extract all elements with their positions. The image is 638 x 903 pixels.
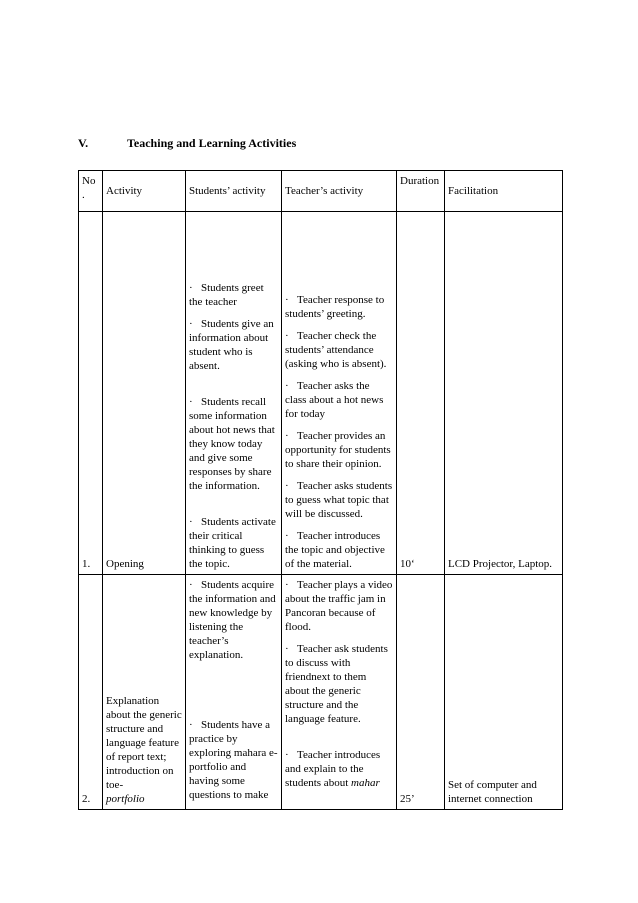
row-teacher-activity	[282, 212, 397, 575]
header-activity: Activity	[103, 171, 186, 212]
section-title: Teaching and Learning Activities	[127, 136, 297, 150]
table-row	[79, 212, 563, 575]
header-facilitation: Facilitation	[445, 171, 563, 212]
list-item: · Students activate their critical thinking to guess the topic.	[189, 516, 276, 570]
list-item: · Teacher introduces the topic and objective of the material.	[285, 530, 385, 570]
list-item: · Teacher asks students to guess what topic that will be discussed.	[285, 480, 393, 520]
list-item: · Teacher response to students’ greeting.	[285, 294, 385, 320]
list-item: · Teacher plays a video about the traffic jam in Pancoran because of flood.	[285, 579, 393, 633]
section-number: V.	[78, 136, 89, 150]
list-item: · Teacher check the students’ attendance (asking who is absent).	[285, 330, 387, 370]
list-item: · Students have a practice by exploring mahara e-portfolio and having some questions to make	[189, 719, 278, 801]
list-item: · Teacher introduces and explain to the students about mahar	[285, 749, 381, 789]
list-item: · Students acquire the information and new knowledge by listening the teacher’s explanation.	[189, 579, 276, 661]
list-item: · Teacher asks the class about a hot news for today	[285, 380, 384, 420]
list-item: · Students greet the teacher	[189, 282, 264, 308]
row-duration: 10‘	[397, 212, 445, 575]
table-row	[79, 575, 563, 810]
list-item: · Students give an information about student who is absent.	[189, 318, 274, 372]
header-teacher: Teacher’s activity	[282, 171, 397, 212]
row-facilitation: Set of computer and internet connection	[445, 575, 563, 810]
row-activity: Opening	[103, 212, 186, 575]
row-students-activity	[186, 575, 282, 810]
header-duration: Duration	[397, 171, 445, 212]
row-number: 1.	[79, 212, 103, 575]
row-number: 2.	[79, 575, 103, 810]
row-teacher-activity	[282, 575, 397, 810]
row-facilitation: LCD Projector, Laptop.	[445, 212, 563, 575]
activities-table	[78, 170, 563, 810]
row-duration: 25’	[397, 575, 445, 810]
row-activity: Explanation about the generic structure and language feature of report text; introduction on toe- portfolio	[103, 575, 186, 810]
table-header-row	[79, 171, 563, 212]
row-students-activity	[186, 212, 282, 575]
list-item: · Students recall some information about hot news that they know today and give some responses by share the information.	[189, 396, 275, 492]
list-item: · Teacher ask students to discuss with friendnext to them about the generic structure and the language feature.	[285, 643, 388, 725]
header-students: Students’ activity	[186, 171, 282, 212]
header-no: No .	[79, 171, 103, 212]
list-item: · Teacher provides an opportunity for students to share their opinion.	[285, 430, 391, 470]
